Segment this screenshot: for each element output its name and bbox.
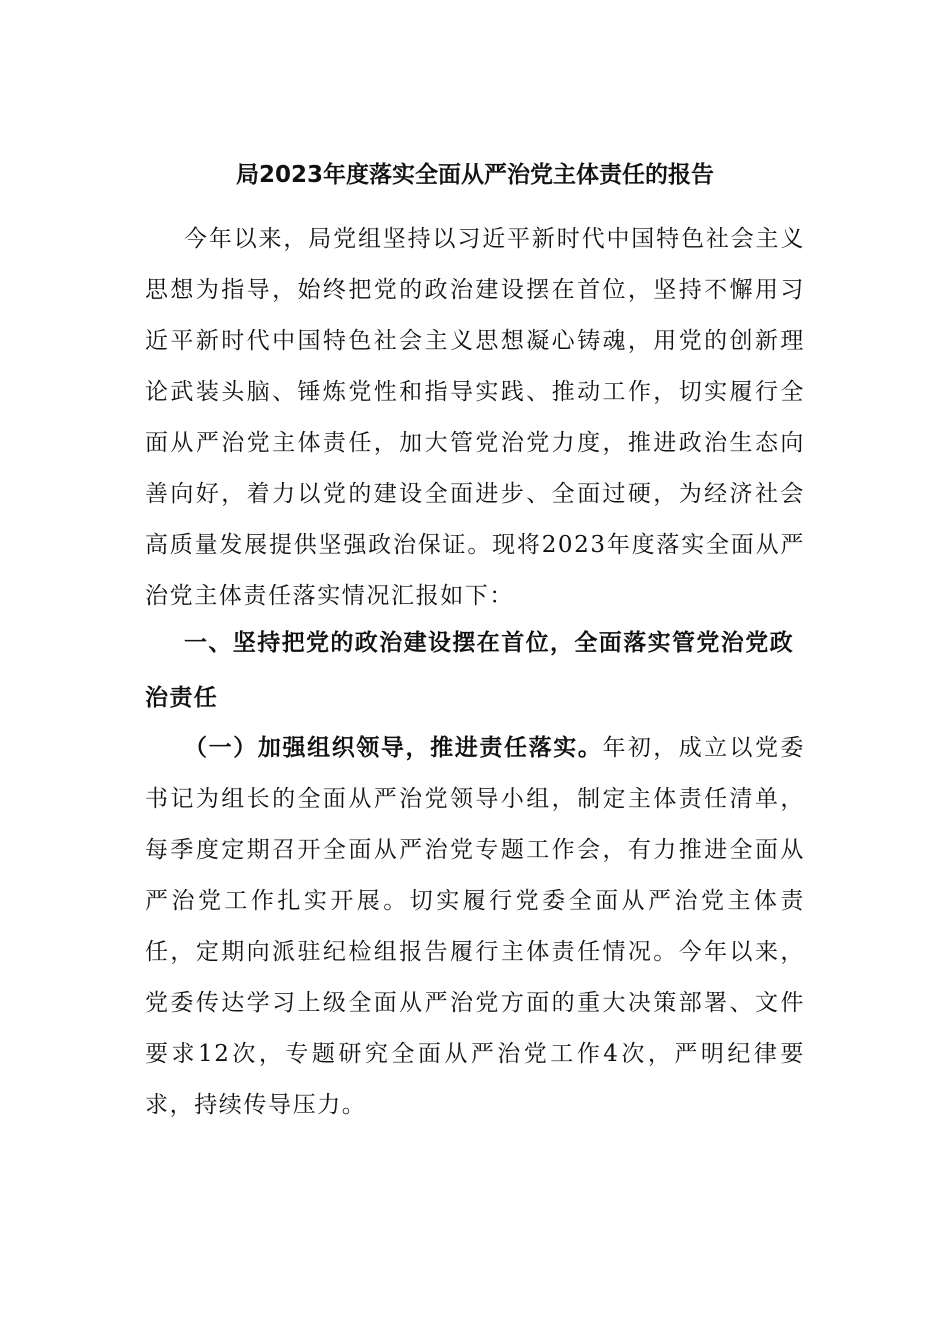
section-heading: 一、坚持把党的政治建设摆在首位，全面落实管党治党政治责任 xyxy=(145,630,794,711)
subsection-paragraph xyxy=(145,723,805,1131)
document-title: 局2023年度落实全面从严治党主体责任的报告 xyxy=(235,162,714,188)
subsection-body: 年初，成立以党委书记为组长的全面从严治党领导小组，制定主体责任清单，每季度定期召开全面从严治党专题工作会，有力推进全面从严治党工作扎实开展。切实履行党委全面从严治党主体责任，定期向派驻纪检组报告履行主体责任情况。今年以来，党委传达学习上级全面从严治党方面的重大决策部署、文件要求12次，专题研究全面从严治党工作4次，严明纪律要求，持续传导压力。 xyxy=(145,735,805,1118)
subsection-lead: （一）加强组织领导，推进责任落实。 xyxy=(184,735,603,761)
intro-paragraph: 今年以来，局党组坚持以习近平新时代中国特色社会主义思想为指导，始终把党的政治建设摆在首位，坚持不懈用习近平新时代中国特色社会主义思想凝心铸魂，用党的创新理论武装头脑、锤炼党性和指导实践、推动工作，切实履行全面从严治党主体责任，加大管党治党力度，推进政治生态向善向好，着力以党的建设全面进步、全面过硬，为经济社会高质量发展提供坚强政治保证。现将2023年度落实全面从严治党主体责任落实情况汇报如下： xyxy=(145,226,805,609)
